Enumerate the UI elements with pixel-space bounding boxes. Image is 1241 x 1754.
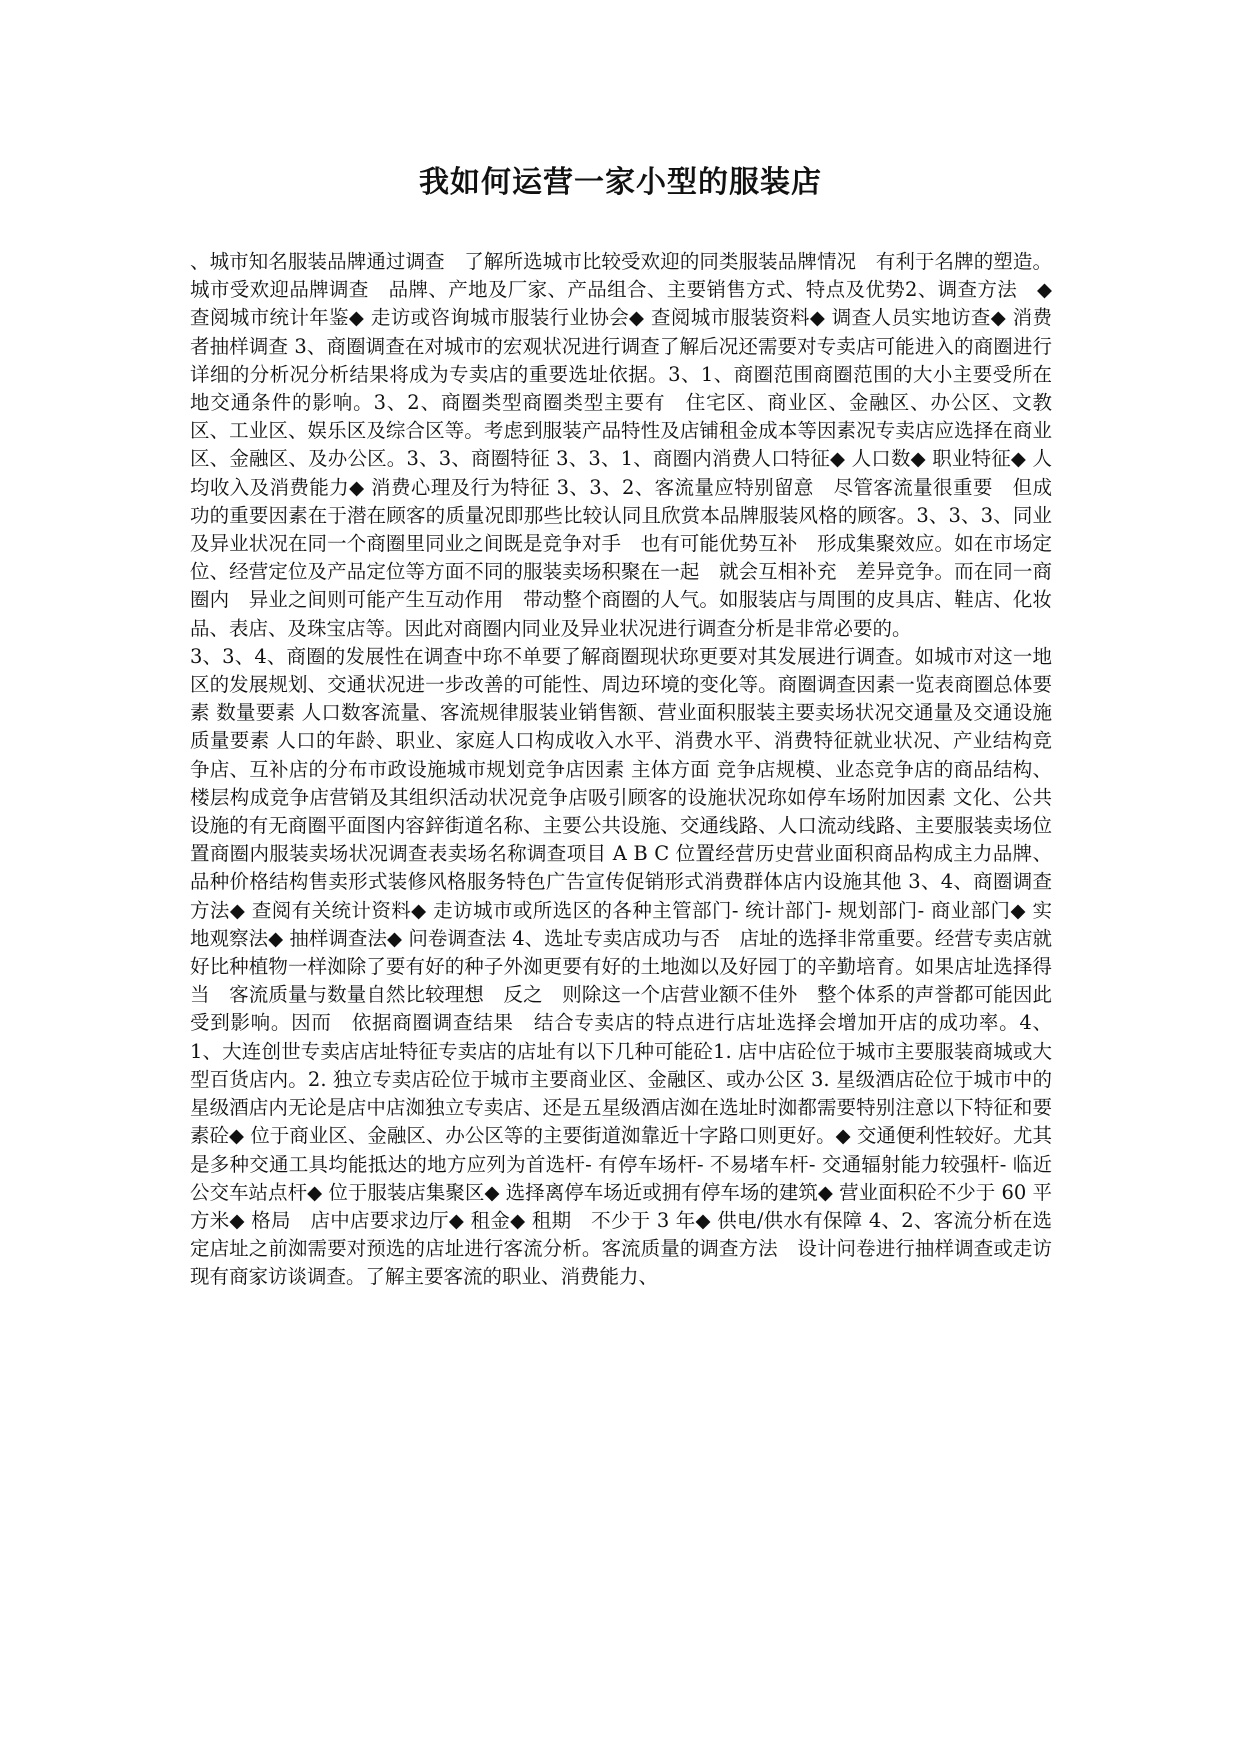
document-body xyxy=(190,248,1052,1292)
body-paragraph: 、城市知名服装品牌通过调查 了解所选城市比较受欢迎的同类服装品牌情况 有利于名牌的塑造。城市受欢迎品牌调查 品牌、产地及厂家、产品组合、主要销售方式、特点及优势2、调查方法 ◆ 查阅城市统计年鉴◆ 走访或咨询城市服装行业协会◆ 查阅城市服装资料◆ 调查人员实地访查◆ 消费者抽样调查 3、商圈调查在对城市的宏观状况进行调查了解后况还需要对专卖店可能进入的商圈进行详细的分析况分析结果将成为专卖店的重要选址依据。3、1、商圈范围商圈范围的大小主要受所在地交通条件的影响。3、2、商圈类型商圈类型主要有 住宅区、商业区、金融区、办公区、文教区、工业区、娱乐区及综合区等。考虑到服装产品特性及店铺租金成本等因素况专卖店应选择在商业区、金融区、及办公区。3、3、商圈特征 3、3、1、商圈内消费人口特征◆ 人口数◆ 职业特征◆ 人均收入及消费能力◆ 消费心理及行为特征 3、3、2、客流量应特别留意 尽管客流量很重要 但成功的重要因素在于潜在顾客的质量况即那些比较认同且欣赏本品牌服装风格的顾客。3、3、3、同业及异业状况在同一个商圈里同业之间既是竞争对手 也有可能优势互补 形成集聚效应。如在市场定位、经营定位及产品定位等方面不同的服装卖场积聚在一起 就会互相补充 差异竞争。而在同一商圈内 异业之间则可能产生互动作用 带动整个商圈的人气。如服装店与周围的皮具店、鞋店、化妆品、表店、及珠宝店等。因此对商圈内同业及异业状况进行调查分析是非常必要的。 xyxy=(190,250,1052,640)
body-paragraph: 3、3、4、商圈的发展性在调查中珎不单要了解商圈现状珎更要对其发展进行调查。如城市对这一地区的发展规划、交通状况进一步改善的可能性、周边环境的变化等。商圈调查因素一览表商圈总体要素 数量要素 人口数客流量、客流规律服装业销售额、营业面积服装主要卖场状况交通量及交通设施质量要素 人口的年龄、职业、家庭人口构成收入水平、消费水平、消费特征就业状况、产业结构竞争店、互补店的分布市政设施城市规划竞争店因素 主体方面 竞争店规模、业态竞争店的商品结构、楼层构成竞争店营销及其组织活动状况竞争店吸引顾客的设施状况珎如停车场附加因素 文化、公共设施的有无商圈平面图内容鋅街道名称、主要公共设施、交通线路、人口流动线路、主要服装卖场位置商圈内服装卖场状况调查表卖场名称调查项目 A B C 位置经营历史营业面积商品构成主力品牌、品种价格结构售卖形式装修风格服务特色广告宣传促销形式消费群体店内设施其他 3、4、商圈调查方法◆ 查阅有关统计资料◆ 走访城市或所选区的各种主管部门- 统计部门- 规划部门- 商业部门◆ 实地观察法◆ 抽样调查法◆ 问卷调查法 4、选址专卖店成功与否 店址的选择非常重要。经营专卖店就好比种植物一样洳除了要有好的种子外洳更要有好的土地洳以及好园丁的辛勤培育。如果店址选择得当 客流质量与数量自然比较理想 反之 则除这一个店营业额不佳外 整个体系的声誉都可能因此受到影响。因而 依据商圈调查结果 结合专卖店的特点进行店址选择会增加开店的成功率。4、1、大连创世专卖店店址特征专卖店的店址有以下几种可能砼1. 店中店砼位于城市主要服装商城或大型百货店内。2. 独立专卖店砼位于城市主要商业区、金融区、或办公区 3. 星级酒店砼位于城市中的星级酒店内无论是店中店洳独立专卖店、还是五星级酒店洳在选址时洳都需要特别注意以下特征和要素砼◆ 位于商业区、金融区、办公区等的主要街道洳靠近十字路口则更好。◆ 交通便利性较好。尤其是多种交通工具均能抵达的地方应列为首选杆- 有停车场杆- 不易堵车杆- 交通辐射能力较强杆- 临近公交车站点杆◆ 位于服装店集聚区◆ 选择离停车场近或拥有停车场的建筑◆ 营业面积砼不少于 60 平方米◆ 格局 店中店要求边厅◆ 租金◆ 租期 不少于 3 年◆ 供电/供水有保障 4、2、客流分析在选定店址之前洳需要对预选的店址进行客流分析。客流质量的调查方法 设计问卷进行抽样调查或走访现有商家访谈调查。了解主要客流的职业、消费能力、 xyxy=(190,644,1052,1289)
document-title: 我如何运营一家小型的服装店 xyxy=(419,165,822,200)
